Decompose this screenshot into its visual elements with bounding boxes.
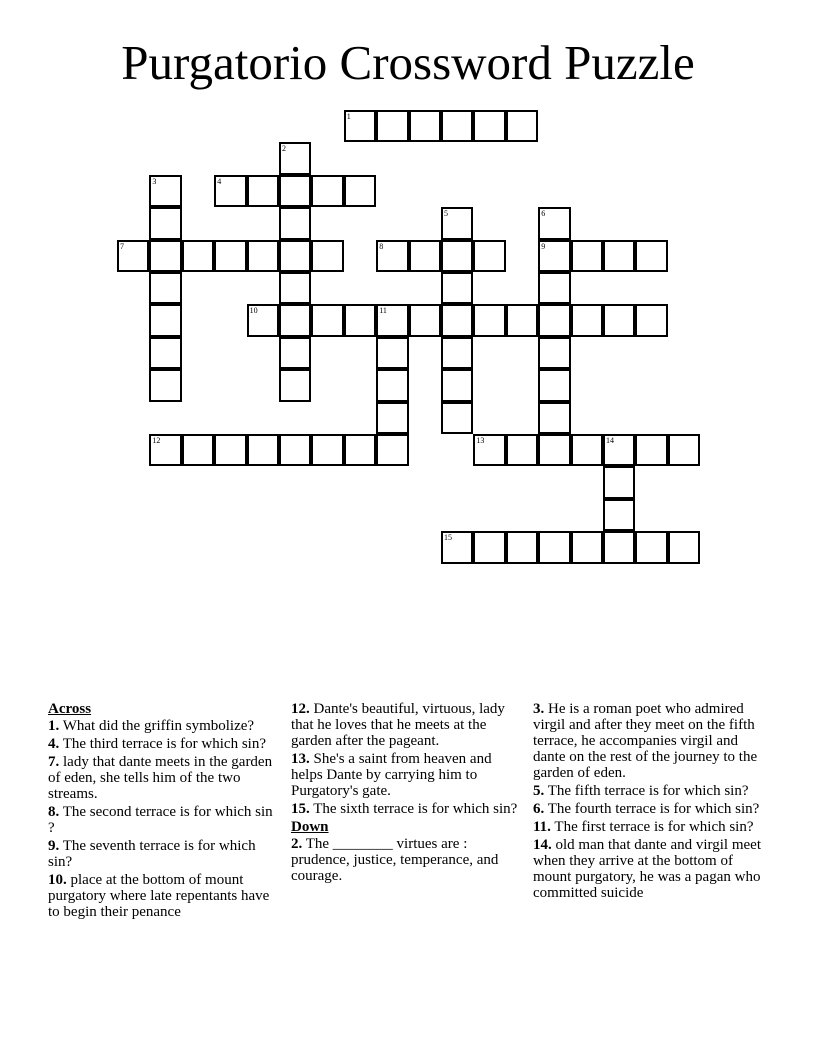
grid-cell[interactable] — [149, 337, 181, 369]
cell-number: 4 — [217, 176, 222, 186]
grid-cell[interactable] — [603, 531, 635, 563]
clue-item — [291, 836, 519, 884]
clue-number: 10. — [48, 872, 67, 888]
grid-cell[interactable] — [149, 272, 181, 304]
cell-number: 1 — [346, 112, 351, 121]
cell-number: 12 — [152, 436, 161, 445]
page-title: Purgatorio Crossword Puzzle — [121, 35, 695, 90]
grid-cell[interactable] — [538, 272, 570, 304]
clue-number: 13. — [291, 751, 310, 767]
grid-cell[interactable] — [311, 434, 343, 466]
clue-item — [533, 801, 769, 817]
grid-cell[interactable] — [149, 304, 181, 336]
grid-cell[interactable] — [344, 175, 376, 207]
grid-cell[interactable] — [441, 272, 473, 304]
clue-text: The fifth terrace is for which sin? — [547, 783, 749, 799]
grid-cell[interactable] — [441, 304, 473, 336]
cell-number: 15 — [444, 533, 452, 543]
grid-cell[interactable] — [149, 240, 181, 272]
grid-cell[interactable] — [538, 207, 570, 239]
clue-text: He is a roman poet who admired virgil and after they meet on the fifth terrace, he accompanies virgil and dante on the rest of the journey to the garden of eden. — [533, 701, 758, 781]
grid-cell[interactable] — [538, 434, 570, 466]
clue-text: The ________ virtues are : prudence, justice, temperance, and courage. — [291, 836, 499, 884]
grid-cell[interactable] — [409, 110, 441, 142]
clue-item — [291, 801, 519, 817]
grid-cell[interactable] — [635, 240, 667, 272]
grid-cell[interactable] — [473, 304, 505, 336]
grid-cell[interactable] — [603, 466, 635, 498]
clue-number: 5. — [533, 783, 545, 799]
grid-cell[interactable] — [117, 240, 149, 272]
clue-number: 7. — [48, 754, 60, 770]
grid-cell[interactable] — [247, 304, 279, 336]
grid-cell[interactable] — [214, 434, 246, 466]
clue-item — [291, 701, 519, 749]
grid-cell[interactable] — [344, 110, 376, 142]
clue-item — [48, 804, 280, 836]
grid-cell[interactable] — [603, 304, 635, 336]
clue-text: She's a saint from heaven and helps Dante by carrying him to Purgatory's gate. — [291, 751, 492, 799]
clue-number: 14. — [533, 837, 552, 853]
clue-number: 6. — [533, 801, 545, 817]
grid-cell[interactable] — [506, 110, 538, 142]
cell-number: 3 — [152, 176, 157, 186]
grid-cell[interactable] — [603, 434, 635, 466]
grid-cell[interactable] — [247, 240, 279, 272]
clue-text: The seventh terrace is for which sin? — [48, 838, 256, 870]
cell-number: 9 — [541, 241, 546, 251]
grid-cell[interactable] — [344, 434, 376, 466]
clue-column-2 — [291, 701, 519, 886]
grid-cell[interactable] — [473, 531, 505, 563]
grid-cell[interactable] — [279, 142, 311, 174]
grid-cell[interactable] — [409, 304, 441, 336]
grid-cell[interactable] — [311, 240, 343, 272]
grid-cell[interactable] — [603, 240, 635, 272]
grid-cell[interactable] — [571, 240, 603, 272]
clue-text: old man that dante and virgil meet when they arrive at the bottom of mount purgatory, he was a pagan who committed suicide — [533, 837, 762, 901]
grid-cell[interactable] — [376, 240, 408, 272]
clue-item — [533, 819, 769, 835]
clue-number: 9. — [48, 838, 60, 854]
cell-number: 6 — [541, 209, 546, 219]
grid-cell[interactable] — [149, 175, 181, 207]
grid-cell[interactable] — [279, 337, 311, 369]
grid-cell[interactable] — [538, 531, 570, 563]
grid-cell[interactable] — [279, 240, 311, 272]
grid-cell[interactable] — [376, 110, 408, 142]
clue-item — [533, 837, 769, 901]
cell-number: 13 — [476, 436, 485, 445]
cell-number: 10 — [249, 306, 258, 316]
grid-cell[interactable] — [441, 337, 473, 369]
clue-number: 1. — [48, 718, 60, 734]
grid-cell[interactable] — [635, 304, 667, 336]
clue-text: The fourth terrace is for which sin? — [547, 801, 760, 817]
clue-item — [48, 754, 280, 802]
clue-text: What did the griffin symbolize? — [62, 718, 255, 734]
grid-cell[interactable] — [668, 434, 700, 466]
cell-number: 5 — [444, 209, 448, 219]
clue-column-3 — [533, 701, 769, 903]
grid-cell[interactable] — [506, 531, 538, 563]
grid-cell[interactable] — [506, 304, 538, 336]
grid-cell[interactable] — [473, 240, 505, 272]
grid-cell[interactable] — [668, 531, 700, 563]
grid-cell[interactable] — [538, 402, 570, 434]
grid-cell[interactable] — [214, 175, 246, 207]
clue-text: Dante's beautiful, virtuous, lady that he loves that he meets at the garden after the pageant. — [291, 701, 505, 749]
clue-number: 3. — [533, 701, 545, 717]
grid-cell[interactable] — [376, 304, 408, 336]
grid-cell[interactable] — [344, 304, 376, 336]
grid-cell[interactable] — [538, 304, 570, 336]
grid-cell[interactable] — [149, 434, 181, 466]
grid-cell[interactable] — [538, 337, 570, 369]
clue-column-1 — [48, 701, 280, 922]
grid-cell[interactable] — [441, 402, 473, 434]
clue-item — [48, 872, 280, 920]
clue-text: The third terrace is for which sin? — [62, 736, 266, 752]
clue-item — [291, 751, 519, 799]
grid-cell[interactable] — [441, 110, 473, 142]
grid-cell[interactable] — [441, 207, 473, 239]
grid-cell[interactable] — [279, 304, 311, 336]
grid-cell[interactable] — [571, 531, 603, 563]
clue-number: 11. — [533, 819, 551, 835]
down-heading: Down — [291, 819, 329, 835]
grid-cell[interactable] — [311, 304, 343, 336]
grid-cell[interactable] — [376, 402, 408, 434]
clue-item — [48, 718, 280, 734]
grid-cell[interactable] — [376, 434, 408, 466]
clue-text: lady that dante meets in the garden of eden, she tells him of the two streams. — [48, 754, 273, 802]
grid-cell[interactable] — [247, 434, 279, 466]
clue-text: The sixth terrace is for which sin? — [313, 801, 518, 817]
clue-text: The second terrace is for which sin ? — [48, 804, 273, 836]
grid-cell[interactable] — [214, 240, 246, 272]
grid-cell[interactable] — [538, 369, 570, 401]
clue-text: The first terrace is for which sin? — [554, 819, 754, 835]
grid-cell[interactable] — [571, 304, 603, 336]
cell-number: 14 — [606, 436, 614, 445]
clue-number: 8. — [48, 804, 60, 820]
grid-cell[interactable] — [538, 240, 570, 272]
grid-cell[interactable] — [376, 369, 408, 401]
grid-cell[interactable] — [279, 175, 311, 207]
grid-cell[interactable] — [279, 272, 311, 304]
grid-cell[interactable] — [279, 434, 311, 466]
clue-number: 2. — [291, 836, 303, 852]
grid-cell[interactable] — [635, 531, 667, 563]
cell-number: 11 — [379, 306, 387, 316]
grid-cell[interactable] — [311, 175, 343, 207]
grid-cell[interactable] — [441, 531, 473, 563]
clue-number: 12. — [291, 701, 310, 717]
grid-cell[interactable] — [571, 434, 603, 466]
grid-cell[interactable] — [635, 434, 667, 466]
grid-cell[interactable] — [506, 434, 538, 466]
grid-cell[interactable] — [149, 207, 181, 239]
grid-cell[interactable] — [441, 369, 473, 401]
clue-number: 15. — [291, 801, 310, 817]
clue-item — [533, 783, 769, 799]
grid-cell[interactable] — [409, 240, 441, 272]
cell-number: 7 — [120, 241, 124, 251]
grid-cell[interactable] — [376, 337, 408, 369]
clue-text: place at the bottom of mount purgatory where late repentants have to begin their penance — [48, 872, 270, 920]
grid-cell[interactable] — [149, 369, 181, 401]
grid-cell[interactable] — [441, 240, 473, 272]
clue-item — [48, 736, 280, 752]
cell-number: 8 — [379, 241, 384, 251]
grid-cell[interactable] — [182, 434, 214, 466]
cell-number: 2 — [282, 144, 286, 154]
grid-cell[interactable] — [279, 207, 311, 239]
across-heading: Across — [48, 701, 92, 717]
grid-cell[interactable] — [279, 369, 311, 401]
clue-item — [48, 838, 280, 870]
grid-cell[interactable] — [247, 175, 279, 207]
grid-cell[interactable] — [182, 240, 214, 272]
grid-cell[interactable] — [603, 499, 635, 531]
clue-item — [533, 701, 769, 781]
grid-cell[interactable] — [473, 434, 505, 466]
clue-number: 4. — [48, 736, 60, 752]
grid-cell[interactable] — [473, 110, 505, 142]
